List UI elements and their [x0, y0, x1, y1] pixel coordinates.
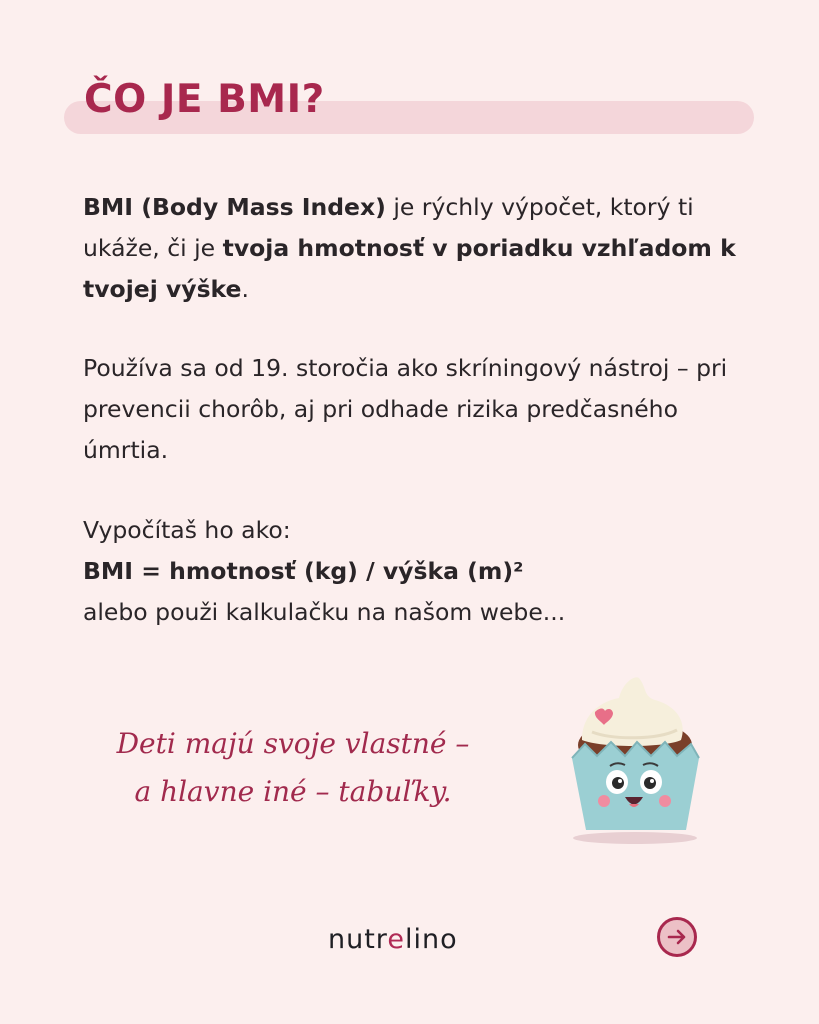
bmi-formula: BMI = hmotnosť (kg) / výška (m)² [83, 557, 524, 585]
logo-part-1: nutr [328, 924, 388, 955]
cupcake-mascot-icon [555, 670, 715, 845]
bmi-definition-paragraph [83, 187, 743, 310]
page-title: ČO JE BMI? [84, 77, 325, 122]
next-slide-button[interactable] [657, 917, 697, 957]
formula-paragraph [83, 510, 743, 633]
history-paragraph: Používa sa od 19. storočia ako skríningový nástroj – pri prevencii chorôb, aj pri odhade rizika predčasného úmrtia. [83, 354, 728, 464]
logo-part-2: lino [404, 924, 458, 955]
definition-text: je rýchly výpočet, ktorý ti ukáže, či je [83, 193, 694, 262]
logo-accent-letter: e [387, 924, 405, 955]
definition-emphasis: tvoja hmotnosť v poriadku vzhľadom k tvojej výške [83, 234, 736, 303]
kids-tagline [78, 720, 508, 816]
tagline-line-2: a hlavne iné – tabuľky. [134, 775, 452, 808]
nutrelino-logo [328, 921, 498, 959]
calculator-hint: alebo použi kalkulačku na našom webe... [83, 598, 566, 626]
arrow-right-icon [666, 926, 688, 948]
definition-period: . [241, 275, 249, 303]
bmi-term: BMI (Body Mass Index) [83, 193, 386, 221]
formula-intro: Vypočítaš ho ako: [83, 516, 291, 544]
tagline-line-1: Deti majú svoje vlastné – [116, 727, 470, 760]
